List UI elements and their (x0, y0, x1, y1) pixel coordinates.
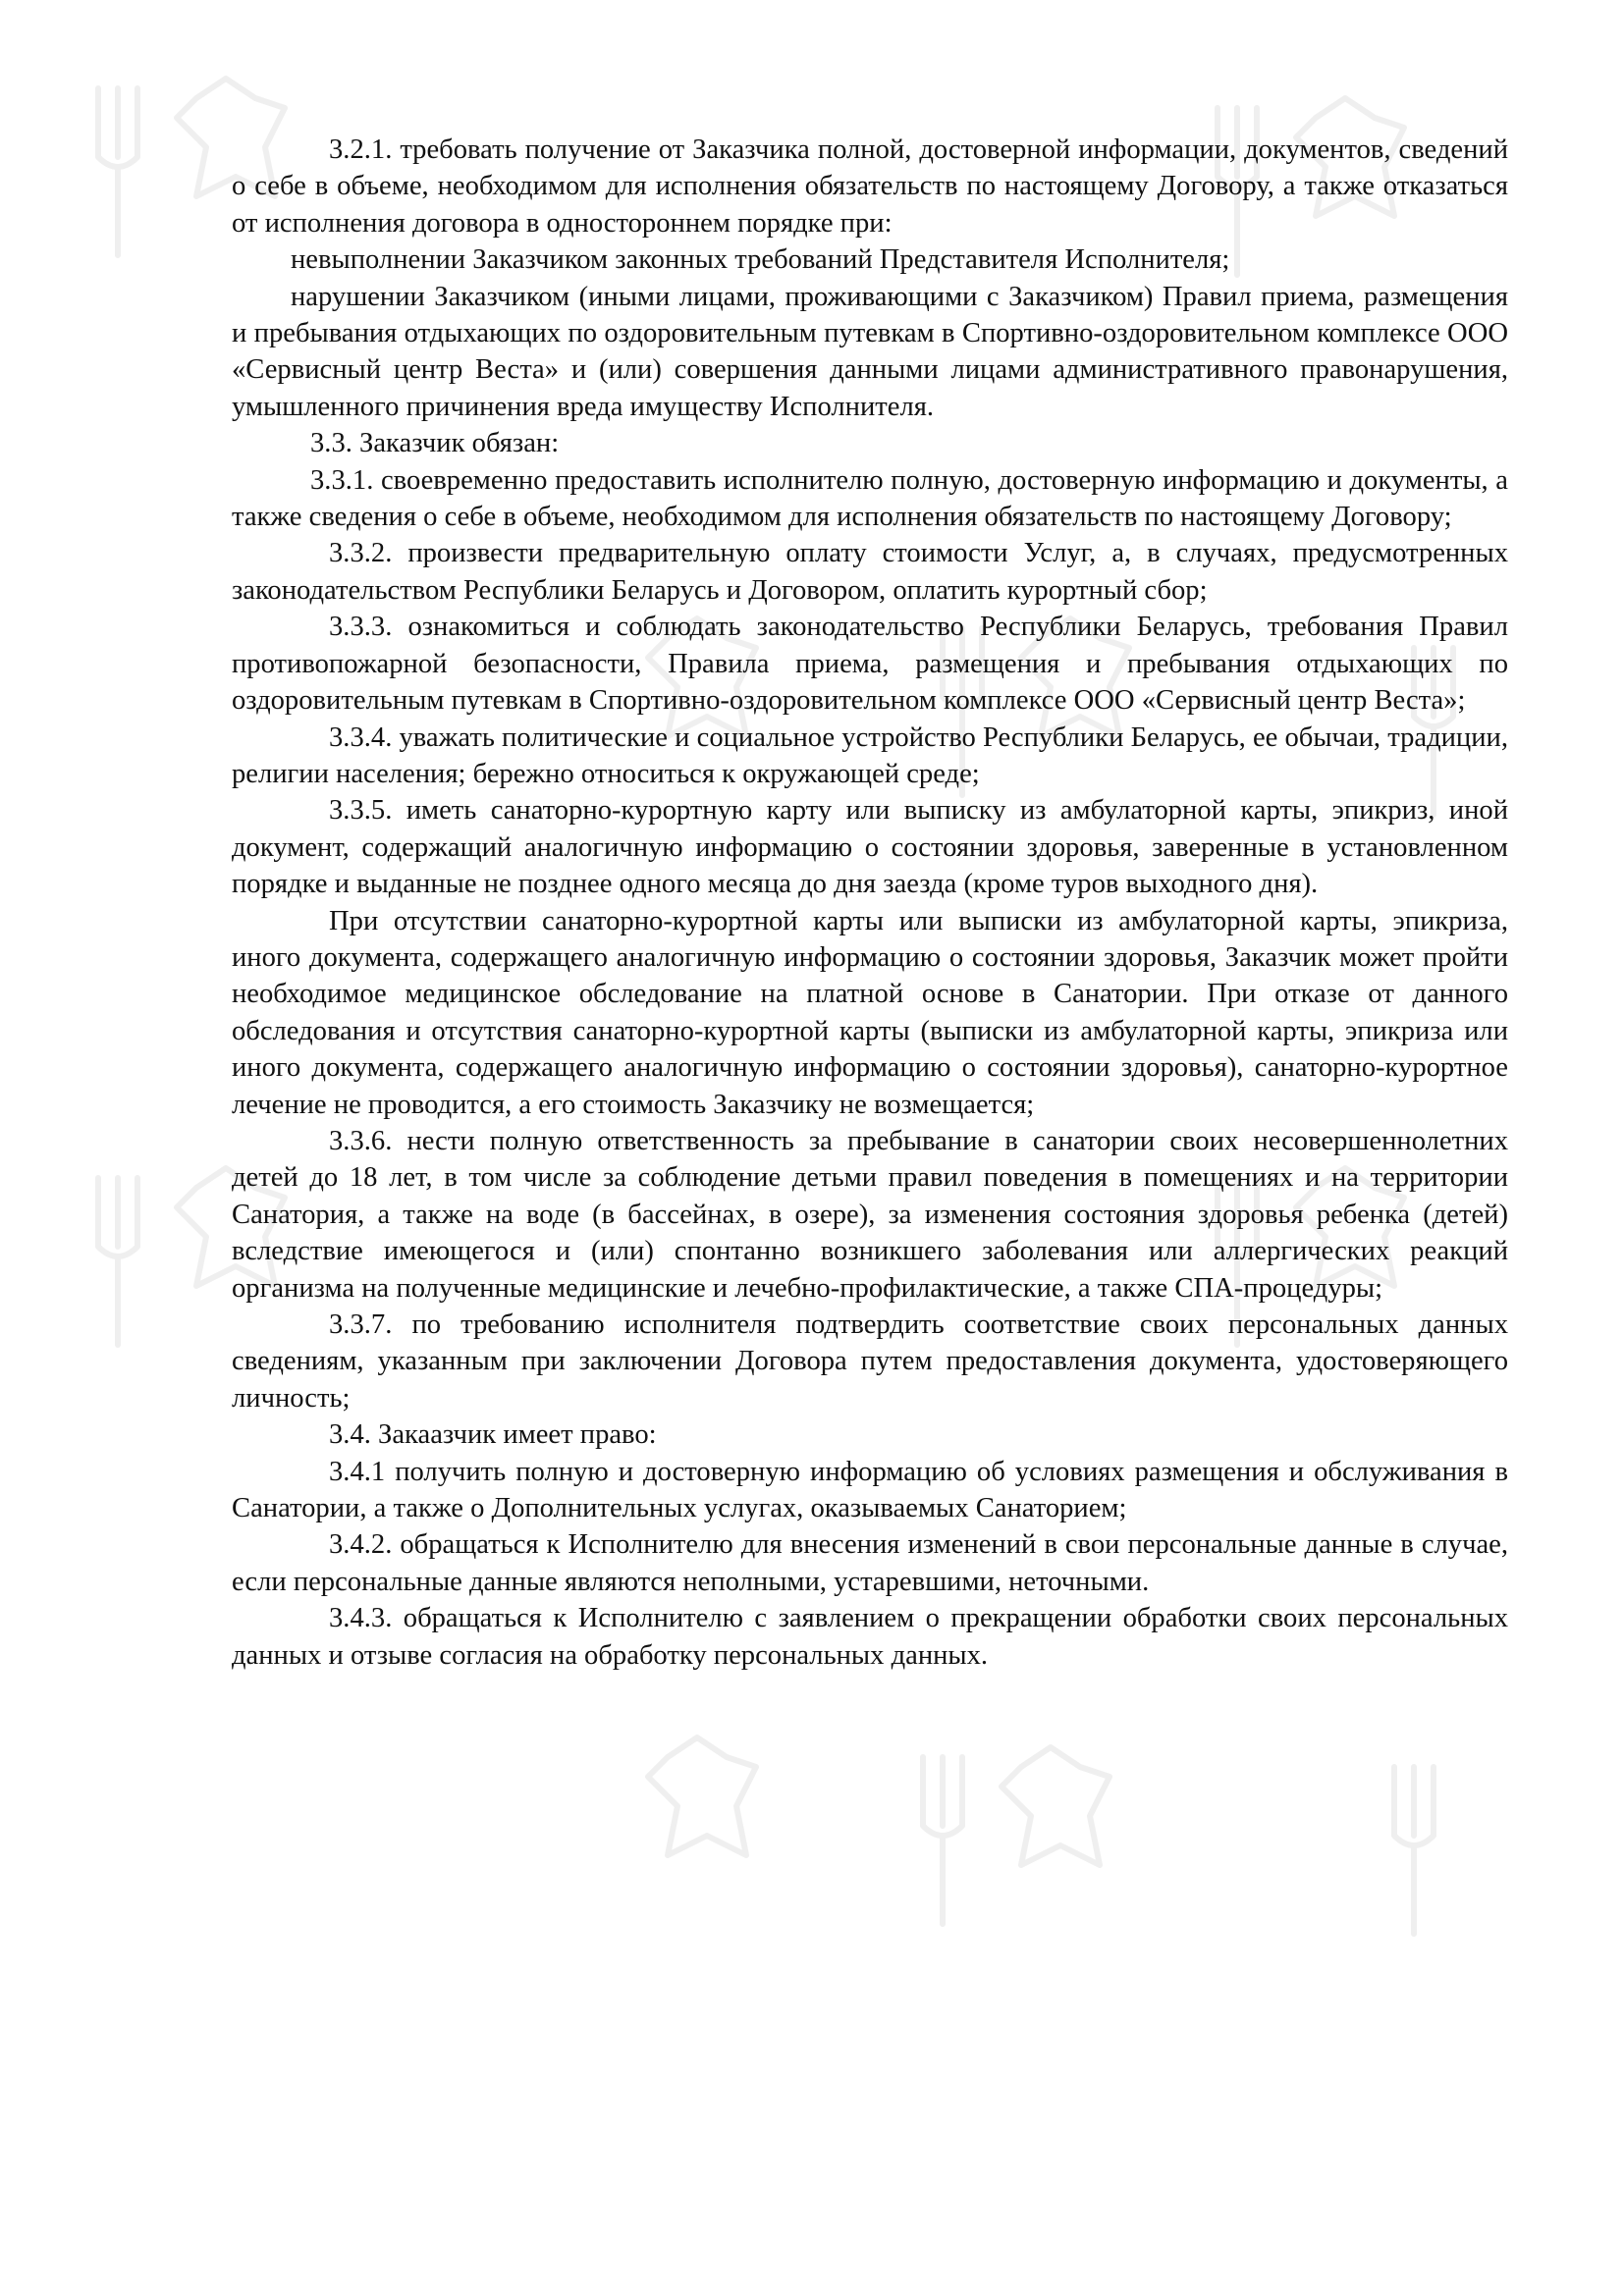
clause-3-3-5: 3.3.5. иметь санаторно-курортную карту или выписку из амбулаторной карты, эпикриз, иной документ, содержащий аналогичную информацию о состоянии здоровья, заверенные в установленном порядке и выданные не позднее одного месяца до дня заезда (кроме туров выходного дня). (232, 795, 1508, 900)
section-3-4-heading: 3.4. Закаазчик имеет право: (329, 1419, 657, 1451)
watermark-logo-icon (884, 1737, 1139, 1934)
clause-3-3-3: 3.3.3. ознакомиться и соблюдать законодательство Республики Беларусь, требования Правил противопожарной безопасности, Правила приема, размещения и пребывания отдыхающих по оздоровительным путевкам в Спортивно-оздоровительном комплексе ООО «Сервисный центр Веста»; (232, 612, 1508, 717)
section-3-3-heading: 3.3. Заказчик обязан: (310, 428, 560, 459)
document-body (232, 132, 1508, 1674)
clause-3-4-3: 3.4.3. обращаться к Исполнителю с заявлением о прекращении обработки своих персональных данных и отзыве согласия на обработку персональных данных. (232, 1603, 1508, 1671)
clause-3-3-6: 3.3.6. нести полную ответственность за пребывание в санатории своих несовершеннолетних детей до 18 лет, в том числе за соблюдение детьми правил поведения в помещениях и на территории Санатория, а также на воде (в бассейнах, в озере), за изменения состояния здоровья ребенка (детей) вследствие имеющегося и (или) спонтанно возникшего заболевания или аллергических реакций организма на полученные медицинские и лечебно-профилактические, а также СПА-процедуры; (232, 1125, 1508, 1304)
watermark-logo-icon (530, 1728, 785, 1924)
clause-3-4-1: 3.4.1 получить полную и достоверную информацию об условиях размещения и обслуживания в Санатории, а также о Дополнительных услугах, оказываемых Санаторием; (232, 1456, 1508, 1524)
clause-3-2-1-case-a: невыполнении Заказчиком законных требований Представителя Исполнителя; (291, 244, 1230, 276)
clause-3-2-1-case-b: нарушении Заказчиком (иными лицами, проживающими с Заказчиком) Правил приема, размещения и пребывания отдыхающих по оздоровительным путевкам в Спортивно-оздоровительном комплексе ООО «Сервисный центр Веста» и (или) совершения данными лицами административного правонарушения, умышленного причинения вреда имуществу Исполнителя. (232, 281, 1508, 422)
clause-3-2-1: 3.2.1. требовать получение от Заказчика полной, достоверной информации, документов, сведений о себе в объеме, необходимом для исполнения обязательств по настоящему Договору, а также отказаться от исполнения договора в одностороннем порядке при: (232, 134, 1508, 239)
clause-3-3-7: 3.3.7. по требованию исполнителя подтвердить соответствие своих персональных данных сведениям, указанным при заключении Договора путем предоставления документа, удостоверяющего личность; (232, 1309, 1508, 1414)
watermark-logo-icon (1355, 1747, 1610, 1944)
clause-3-3-1: 3.3.1. своевременно предоставить исполнителю полную, достоверную информацию и документы, а также сведения о себе в объеме, необходимом для исполнения обязательств по настоящему Договору; (232, 464, 1508, 533)
clause-3-3-5-continuation: При отсутствии санаторно-курортной карты или выписки из амбулаторной карты, эпикриза, иного документа, содержащего аналогичную информацию о состоянии здоровья, Заказчик может пройти необходимое медицинское обследование на платной основе в Санатории. При отказе от данного обследования и отсутствия санаторно-курортной карты (выписки из амбулаторной карты, эпикриза или иного документа, содержащего аналогичную информацию о состоянии здоровья), санаторно-курортное лечение не проводится, а его стоимость Заказчику не возмещается; (232, 905, 1508, 1120)
clause-3-3-2: 3.3.2. произвести предварительную оплату стоимости Услуг, а, в случаях, предусмотренных законодательством Республики Беларусь и Договором, оплатить курортный сбор; (232, 538, 1508, 606)
clause-3-3-4: 3.3.4. уважать политические и социальное устройство Республики Беларусь, ее обычаи, традиции, религии населения; бережно относиться к окружающей среде; (232, 721, 1508, 789)
clause-3-4-2: 3.4.2. обращаться к Исполнителю для внесения изменений в свои персональные данные в случае, если персональные данные являются неполными, устаревшими, неточными. (232, 1529, 1508, 1597)
